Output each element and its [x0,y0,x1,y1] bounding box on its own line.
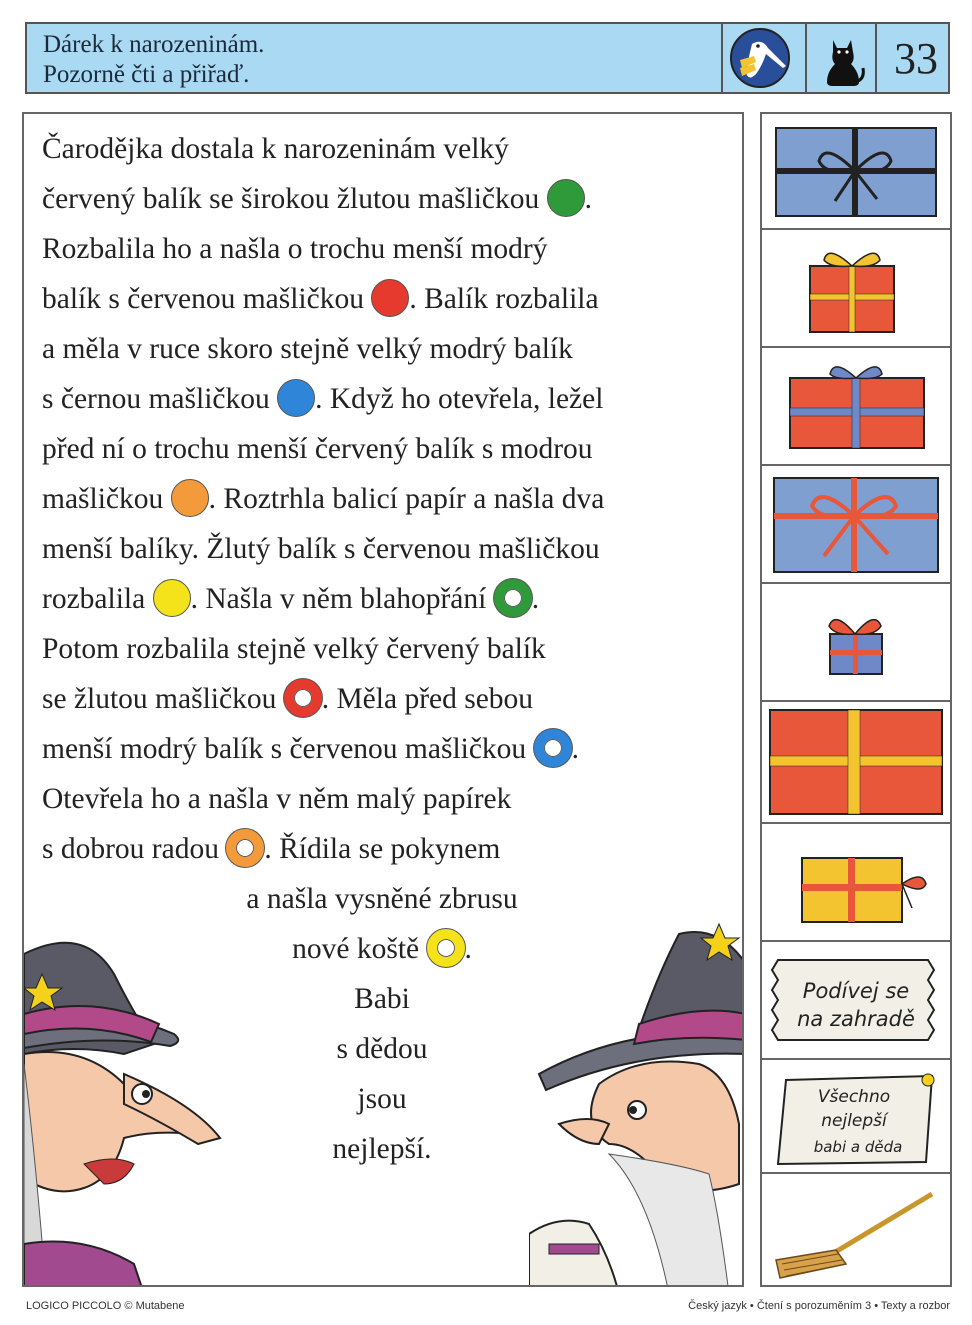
page-number: 33 [894,34,938,83]
story-line: červený balík se širokou žlutou mašličkou . [42,174,732,224]
story-line: menší modrý balík s červenou mašličkou . [42,724,732,774]
footer-publisher: LOGICO PICCOLO © Mutabene [26,1300,185,1312]
answer-cell[interactable] [762,1174,950,1287]
answer-column [760,112,952,1287]
large-red-gift-yellow-ribbon-icon [762,702,950,822]
blue-ring-icon [534,729,572,767]
note2-line2: nejlepší [821,1111,887,1131]
page-title: Dárek k narozeninám. [43,31,265,58]
page-header [25,22,950,94]
answer-cell[interactable] [762,824,950,942]
yellow-dot-icon [153,579,191,617]
story-line: před ní o trochu menší červený balík s modrou [42,433,593,465]
stork-logo-icon [730,28,790,88]
answer-cell[interactable] [762,230,950,348]
story-line: jsou [357,1083,407,1115]
green-dot-icon [547,179,585,217]
small-blue-gift-red-bow-icon [762,584,950,700]
green-ring-icon [494,579,532,617]
orange-ring-icon [226,829,264,867]
red-ring-icon [284,679,322,717]
story-box [22,112,744,1287]
red-gift-blue-bow-icon [762,348,950,464]
note2-line1: Všechno [817,1087,891,1107]
note1-line1: Podívej se [802,979,910,1003]
answer-cell[interactable] [762,942,950,1060]
footer-subject: Český jazyk • Čtení s porozuměním 3 • Texty a rozbor [688,1300,950,1312]
note2-line3: babi a děda [813,1138,903,1156]
story-line: mašličkou . Roztrhla balicí papír a našla dva [42,474,732,524]
story-line: balík s červenou mašličkou . Balík rozbalila [42,274,732,324]
cat-icon [819,30,869,88]
blue-gift-red-bow-icon [762,466,950,582]
story-line: s dobrou radou . Řídila se pokynem [42,824,732,874]
answer-cell[interactable] [762,348,950,466]
answer-cell[interactable] [762,584,950,702]
story-line: s dědou [336,1033,428,1065]
story-line: rozbalila . Našla v něm blahopřání . [42,574,732,624]
header-divider [875,24,877,92]
story-line: Rozbalila ho a našla o trochu menší modrý [42,233,548,265]
red-gift-yellow-bow-icon [762,230,950,346]
red-dot-icon [371,279,409,317]
story-text [42,124,732,1174]
yellow-ring-icon [427,929,465,967]
instruction: Pozorně čti a přiřaď. [43,61,250,88]
answer-cell[interactable] [762,702,950,824]
story-line: se žlutou mašličkou . Měla před sebou [42,674,732,724]
answer-cell[interactable] [762,1060,950,1174]
answer-cell[interactable] [762,466,950,584]
greeting-card-icon [762,1060,950,1172]
blue-gift-black-bow-icon [762,114,950,230]
answer-cell[interactable] [762,112,950,230]
note-garden-icon [762,942,950,1058]
header-divider [721,24,723,92]
story-line: nejlepší. [332,1133,432,1165]
story-line: Otevřela ho a našla v něm malý papírek [42,783,512,815]
orange-dot-icon [171,479,209,517]
story-line: menší balíky. Žlutý balík s červenou mašličkou [42,533,600,565]
yellow-gift-red-bow-icon [762,824,950,940]
story-line: a měla v ruce skoro stejně velký modrý balík [42,333,573,365]
story-line: Čarodějka dostala k narozeninám velký [42,133,509,165]
note1-line2: na zahradě [797,1007,915,1031]
header-text [43,30,264,90]
broom-icon [762,1174,950,1284]
story-line: nové koště . [22,924,744,974]
story-line: Babi [354,983,410,1015]
story-line: Potom rozbalila stejně velký červený balík [42,633,546,665]
story-line: s černou mašličkou . Když ho otevřela, ležel [42,374,732,424]
story-line: a našla vysněné zbrusu [246,883,518,915]
header-divider [805,24,807,92]
blue-dot-icon [277,379,315,417]
